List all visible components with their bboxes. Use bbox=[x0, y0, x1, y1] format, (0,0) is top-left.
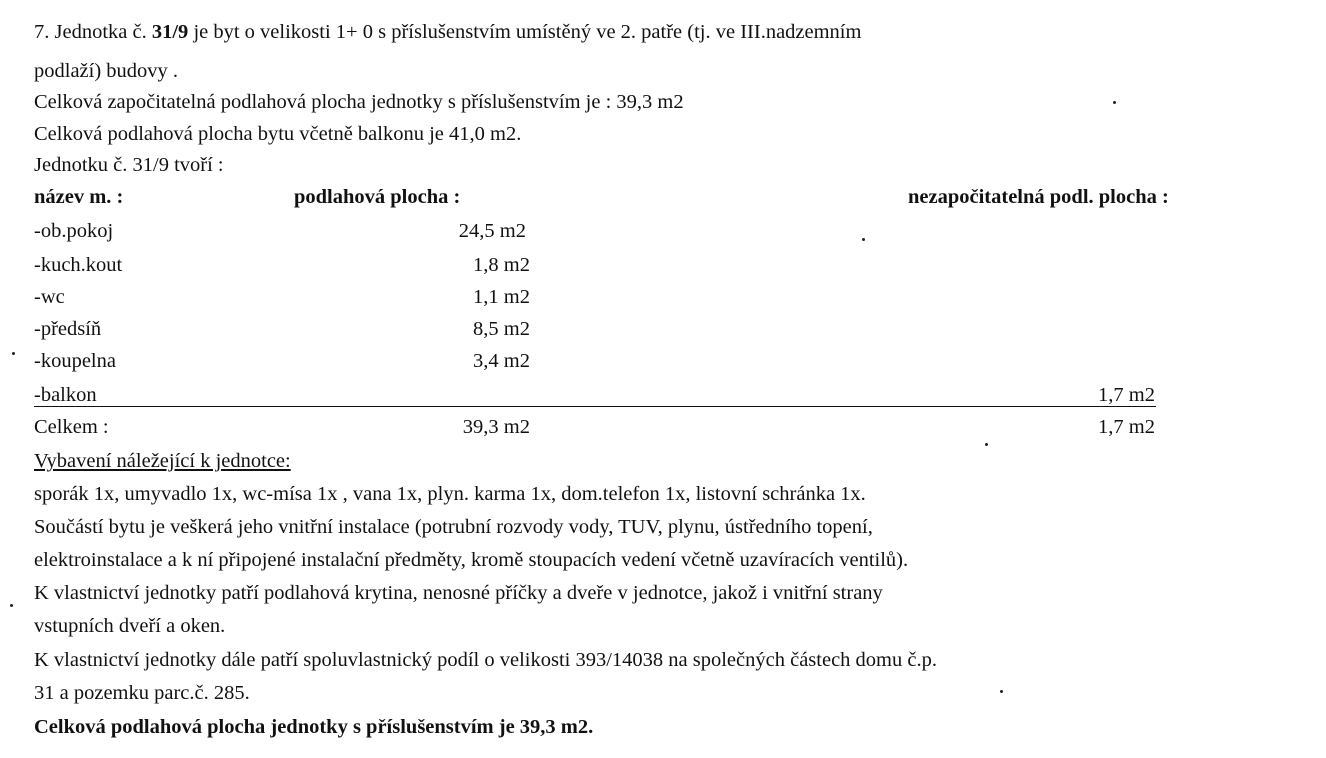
table-row-name: -balkon bbox=[34, 384, 97, 406]
table-row-non-area: 1,7 m2 bbox=[1098, 384, 1155, 406]
installation-line-1: Součástí bytu je veškerá jeho vnitřní instalace (potrubní rozvody vody, TUV, plynu, ústředního topení, bbox=[34, 516, 873, 538]
table-row-name: -kuch.kout bbox=[34, 254, 123, 276]
intro-line-2: podlaží) budovy . bbox=[34, 60, 179, 82]
table-row-area: 1,1 m2 bbox=[473, 286, 530, 308]
scan-speck bbox=[12, 352, 15, 355]
scan-speck bbox=[985, 443, 988, 446]
table-row-name: -wc bbox=[34, 286, 65, 308]
intro-line-1 bbox=[34, 19, 861, 46]
table-row-name: -koupelna bbox=[34, 350, 116, 372]
table-header-name: název m. : bbox=[34, 186, 124, 208]
table-row-name: -předsíň bbox=[34, 318, 102, 340]
installation-line-2: elektroinstalace a k ní připojené instalační předměty, kromě stoupacích vedení včetně uzavíracích ventilů). bbox=[34, 549, 909, 571]
table-row-name: -ob.pokoj bbox=[34, 220, 114, 242]
ownership-line-1: K vlastnictví jednotky patří podlahová krytina, nenosné příčky a dveře v jednotce, jakož i vnitřní strany bbox=[34, 582, 883, 604]
table-row-area: 24,5 m2 bbox=[458, 220, 526, 242]
table-row-area: 1,8 m2 bbox=[473, 254, 530, 276]
table-header-non-area: nezapočitatelná podl. plocha : bbox=[908, 186, 1169, 208]
table-total-non-area: 1,7 m2 bbox=[1098, 416, 1155, 438]
table-total-name: Celkem : bbox=[34, 416, 109, 438]
share-line-1: K vlastnictví jednotky dále patří spoluvlastnický podíl o velikosti 393/14038 na společných částech domu č.p. bbox=[34, 649, 937, 671]
unit-number: 31/9 bbox=[151, 21, 189, 43]
intro-line-4: Celková podlahová plocha bytu včetně balkonu je 41,0 m2. bbox=[34, 123, 522, 145]
scan-speck bbox=[1000, 690, 1003, 693]
intro-line-1-prefix: 7. Jednotka č. bbox=[34, 21, 152, 43]
equipment-items: sporák 1x, umyvadlo 1x, wc-mísa 1x , vana 1x, plyn. karma 1x, dom.telefon 1x, listovní schránka 1x. bbox=[34, 483, 866, 505]
intro-line-1-suffix: je byt o velikosti 1+ 0 s příslušenstvím umístěný ve 2. patře (tj. ve III.nadzemním bbox=[188, 21, 862, 43]
table-row-area: 3,4 m2 bbox=[473, 350, 530, 372]
intro-line-5: Jednotku č. 31/9 tvoří : bbox=[34, 154, 224, 176]
scan-speck bbox=[1113, 101, 1116, 104]
scan-speck bbox=[10, 604, 13, 607]
table-header-area: podlahová plocha : bbox=[294, 186, 461, 208]
table-row-area: 8,5 m2 bbox=[473, 318, 530, 340]
table-total-area: 39,3 m2 bbox=[462, 416, 530, 438]
equipment-heading: Vybavení náležející k jednotce: bbox=[34, 450, 291, 472]
intro-line-3: Celková započitatelná podlahová plocha jednotky s příslušenstvím je : 39,3 m2 bbox=[34, 91, 684, 113]
share-line-2: 31 a pozemku parc.č. 285. bbox=[34, 682, 250, 704]
scan-speck bbox=[862, 238, 865, 241]
ownership-line-2: vstupních dveří a oken. bbox=[34, 615, 226, 637]
summary-line: Celková podlahová plocha jednotky s příslušenstvím je 39,3 m2. bbox=[34, 716, 594, 738]
table-divider bbox=[34, 406, 1156, 407]
